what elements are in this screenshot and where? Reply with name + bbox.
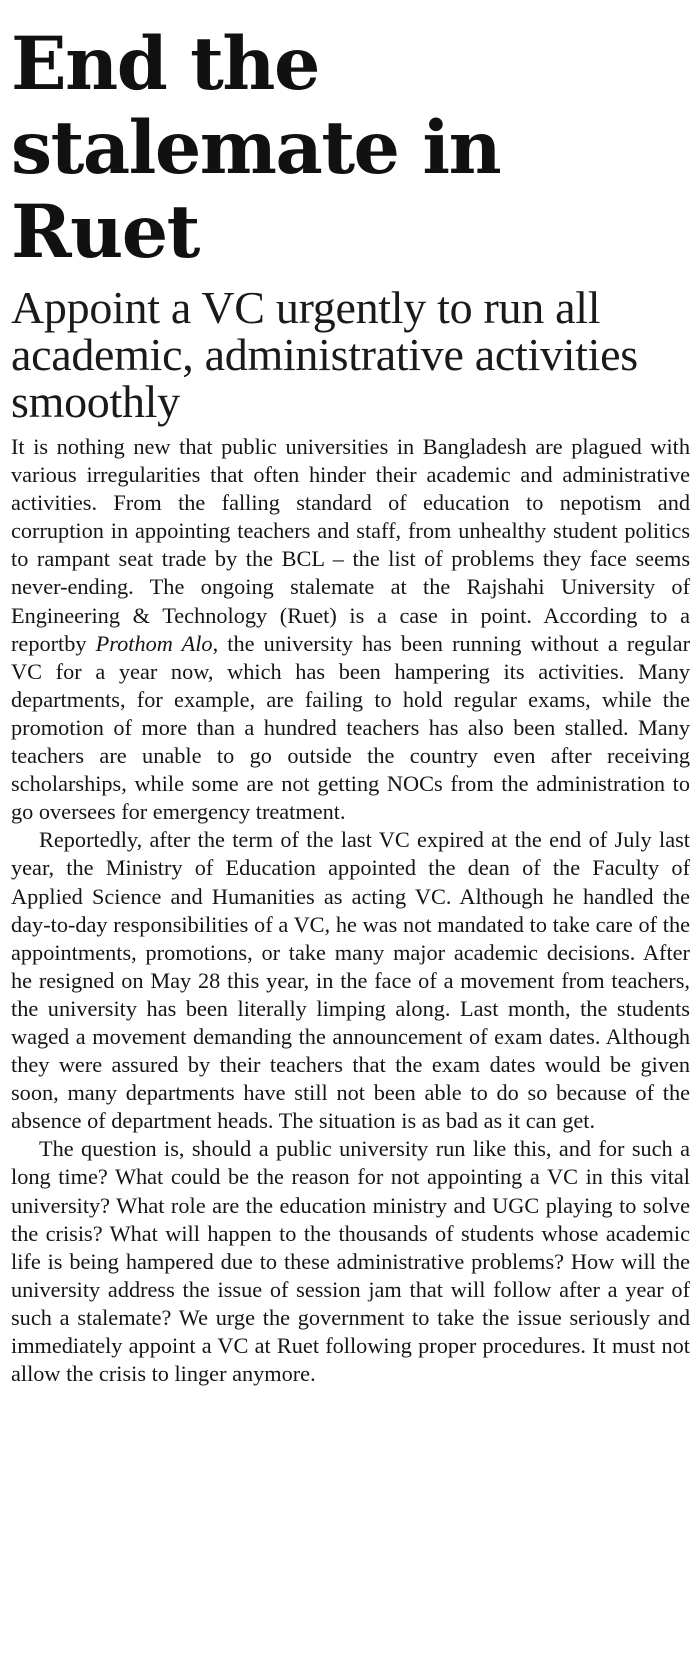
paragraph-3: The question is, should a public university run like this, and for such a long time? What could be the reason for not appointing a VC in this vital university? What role are the education ministry and UGC playing to solve the crisis? What will happen to the thousands of students whose academic life is being hampered due to these administrative problems? How will the university address the issue of session jam that will follow after a year of such a stalemate? We urge the government to take the issue seriously and immediately appoint a VC at Ruet following proper procedures. It must not allow the crisis to linger anymore. bbox=[11, 1136, 690, 1387]
subheadline: Appoint a VC urgently to run all academic, administrative activities smoothly bbox=[11, 282, 638, 427]
headline: End the stalemate in Ruet bbox=[11, 21, 501, 275]
paragraph-1 bbox=[11, 433, 690, 826]
paragraph-1-text-b: , the university has been running without a regular VC for a year now, which has been hampering its activities. Many departments, for example, are failing to hold regular exams, while the promotion of more than a hundred teachers has also been stalled. Many teachers are unable to go outside the country even after receiving scholarships, while some are not getting NOCs from the administration to go oversees for emergency treatment. bbox=[11, 630, 691, 825]
source-name: Prothom Alo bbox=[95, 630, 213, 656]
paragraph-2: Reportedly, after the term of the last VC expired at the end of July last year, the Ministry of Education appointed the dean of the Faculty of Applied Science and Humanities as acting VC. Although he handled the day-to-day responsibilities of a VC, he was not mandated to take care of the appointments, promotions, or take many major academic decisions. After he resigned on May 28 this year, in the face of a movement from teachers, the university has been literally limping along. Last month, the students waged a movement demanding the announcement of exam dates. Although they were assured by their teachers that the exam dates would be given soon, many departments have still not been able to do so because of the absence of department heads. The situation is as bad as it can get. bbox=[11, 827, 690, 1134]
paragraph-1-text-a: It is nothing new that public universities in Bangladesh are plagued with various irregularities that often hinder their academic and administrative activities. From the falling standard of education to nepotism and corruption in appointing teachers and staff, from unhealthy student politics to rampant seat trade by the BCL – the list of problems they face seems never-ending. The ongoing stalemate at the Rajshahi University of Engineering & Technology (Ruet) is a case in point. According to a reportby bbox=[11, 434, 690, 656]
article-body bbox=[11, 433, 690, 1388]
